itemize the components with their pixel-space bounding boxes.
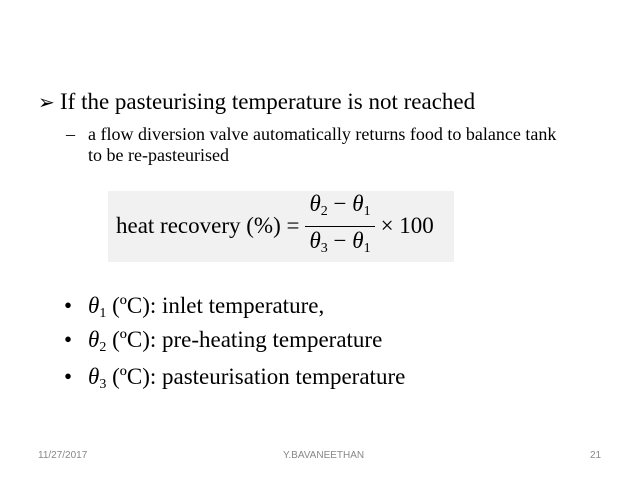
definition-text: (ºC): pasteurisation temperature	[106, 364, 406, 389]
arrow-bullet-icon: ➢	[38, 92, 55, 114]
sub-bullet-text: a flow diversion valve automatically returns food to balance tank to be re-pasteurised	[88, 124, 557, 165]
bullet-dot-icon: •	[64, 364, 73, 389]
heat-recovery-formula	[116, 190, 434, 256]
main-bullet-point	[38, 89, 475, 115]
main-bullet-text: If the pasteurising temperature is not reached	[60, 89, 476, 114]
formula-image	[108, 191, 454, 262]
formula-numerator: $\theta_2 - \theta_1$	[305, 192, 374, 227]
definition-text: (ºC): pre-heating temperature	[106, 327, 383, 352]
definition-text: (ºC): inlet temperature,	[106, 293, 325, 318]
formula-multiplier: × 100	[380, 213, 434, 238]
formula-denominator: $\theta_3 - \theta_1$	[309, 227, 371, 256]
dash-bullet: –	[66, 124, 75, 144]
theta-symbol: θ	[88, 327, 100, 352]
formula-lhs: heat recovery (%) =	[116, 213, 300, 238]
theta-symbol: θ	[88, 293, 100, 318]
footer-date: 11/27/2017	[38, 450, 88, 461]
footer-page-number: 21	[590, 450, 602, 461]
bullet-dot-icon: •	[64, 327, 73, 352]
footer-author: Y.BAVANEETHAN	[283, 450, 365, 461]
bullet-dot-icon: •	[64, 293, 73, 318]
formula-fraction	[305, 192, 374, 261]
theta-symbol: θ	[88, 364, 100, 389]
